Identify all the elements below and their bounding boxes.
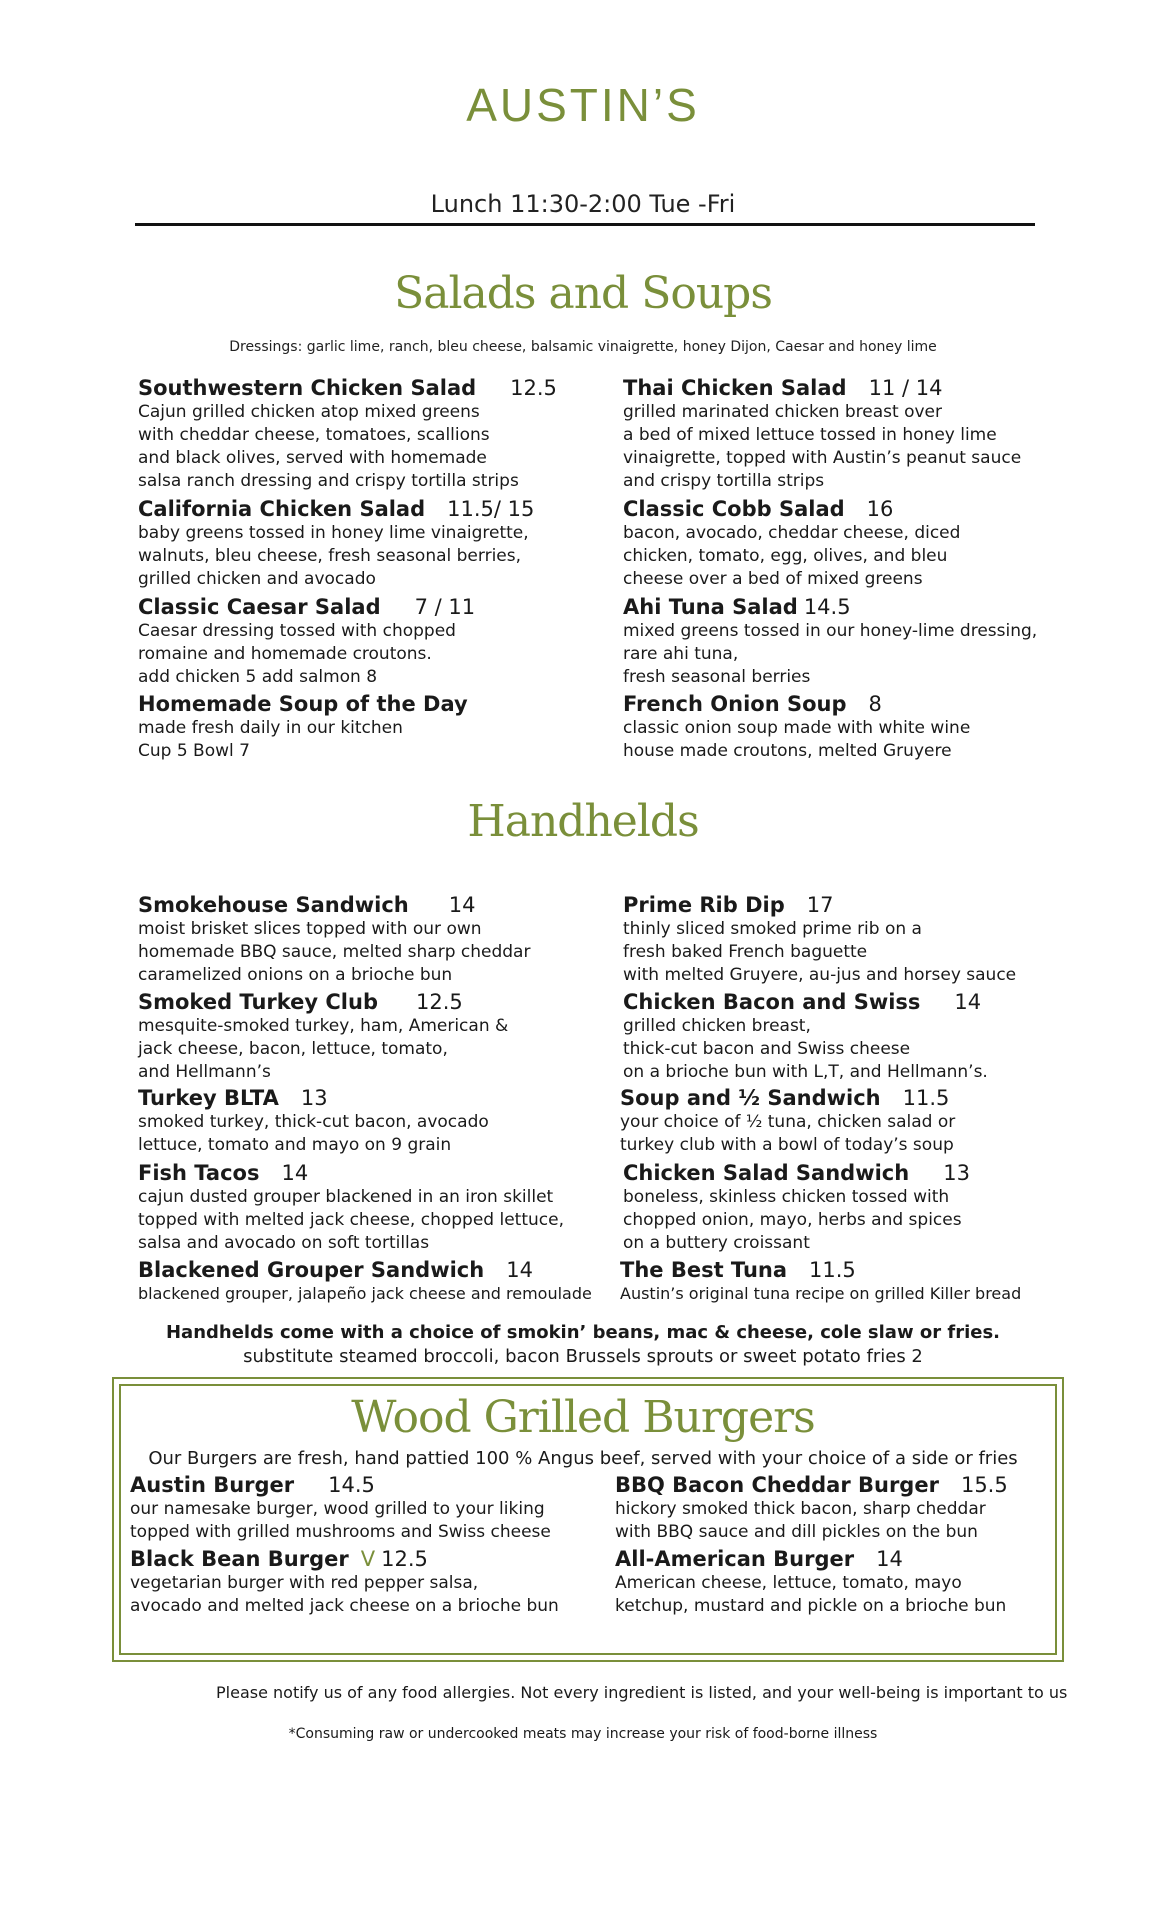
- item-price: 12.5: [415, 990, 463, 1014]
- menu-item: [138, 375, 598, 493]
- menu-item: [623, 496, 1053, 591]
- menu-item: [615, 1472, 1045, 1544]
- menu-item: [623, 691, 1053, 763]
- handhelds-sides-note: Handhelds come with a choice of smokin’ beans, mac & cheese, cole slaw or fries.: [165, 1322, 1000, 1343]
- item-name: Prime Rib Dip: [623, 893, 785, 917]
- item-description: boneless, skinless chicken tossed with chopped onion, mayo, herbs and spices on a buttery croissant: [623, 1187, 962, 1253]
- menu-item: [623, 1160, 1053, 1255]
- item-price: 14: [281, 1161, 309, 1185]
- item-price: 7 / 11: [414, 595, 476, 619]
- item-description: your choice of ½ tuna, chicken salad or turkey club with a bowl of today’s soup: [620, 1112, 956, 1155]
- section-title-handhelds: Handhelds: [467, 796, 699, 847]
- item-name: Chicken Salad Sandwich: [623, 1161, 910, 1185]
- item-description: made fresh daily in our kitchen Cup 5 Bowl 7: [138, 718, 403, 761]
- header-divider: [135, 223, 1035, 226]
- menu-item: [130, 1472, 590, 1544]
- menu-item: [620, 1257, 1050, 1305]
- item-description: baby greens tossed in honey lime vinaigrette, walnuts, bleu cheese, fresh seasonal berries, grilled chicken and avocado: [138, 523, 529, 589]
- item-price: 12.5: [381, 1547, 428, 1571]
- item-name: Soup and ½ Sandwich: [620, 1086, 881, 1110]
- menu-item: [130, 1546, 590, 1618]
- menu-item: [138, 892, 598, 987]
- item-price: 17: [806, 893, 834, 917]
- item-price: 11.5/ 15: [447, 497, 535, 521]
- item-description: cajun dusted grouper blackened in an iron skillet topped with melted jack cheese, chopped lettuce, salsa and avocado on soft tortillas: [138, 1187, 564, 1253]
- menu-item: [138, 594, 598, 689]
- item-description: mixed greens tossed in our honey-lime dressing, rare ahi tuna, fresh seasonal berries: [623, 621, 1038, 687]
- item-name: Chicken Bacon and Swiss: [623, 990, 921, 1014]
- dressings-note: Dressings: garlic lime, ranch, bleu cheese, balsamic vinaigrette, honey Dijon, Caesar and honey lime: [229, 339, 937, 355]
- item-description: our namesake burger, wood grilled to your liking topped with grilled mushrooms and Swiss cheese: [130, 1499, 551, 1542]
- item-name: Classic Cobb Salad: [623, 497, 845, 521]
- item-description: classic onion soup made with white wine house made croutons, melted Gruyere: [623, 718, 971, 761]
- lunch-hours: Lunch 11:30-2:00 Tue -Fri: [430, 190, 736, 218]
- item-name: Smokehouse Sandwich: [138, 893, 409, 917]
- item-price: 15.5: [960, 1473, 1008, 1497]
- restaurant-name: AUSTIN’S: [466, 79, 700, 131]
- item-name: Ahi Tuna Salad: [623, 595, 798, 619]
- menu-item: [623, 892, 1053, 987]
- item-description: smoked turkey, thick-cut bacon, avocado lettuce, tomato and mayo on 9 grain: [138, 1112, 489, 1155]
- item-name: Fish Tacos: [138, 1161, 260, 1185]
- item-price: 16: [866, 497, 894, 521]
- item-price: 14.5: [328, 1473, 375, 1497]
- item-name: French Onion Soup: [623, 692, 847, 716]
- item-description: bacon, avocado, cheddar cheese, diced chicken, tomato, egg, olives, and bleu cheese over a bed of mixed greens: [623, 523, 961, 589]
- item-description: moist brisket slices topped with our own homemade BBQ sauce, melted sharp cheddar caramelized onions on a brioche bun: [138, 919, 531, 985]
- item-description: Austin’s original tuna recipe on grilled Killer bread: [620, 1284, 1022, 1303]
- item-name: Homemade Soup of the Day: [138, 692, 468, 716]
- menu-item: [620, 1085, 1050, 1157]
- section-title-salads: Salads and Soups: [394, 268, 772, 319]
- item-price: 11 / 14: [868, 376, 943, 400]
- section-title-burgers: Wood Grilled Burgers: [351, 1392, 815, 1443]
- menu-item: [138, 989, 598, 1084]
- item-description: mesquite-smoked turkey, ham, American & jack cheese, bacon, lettuce, tomato, and Hellmann’s: [138, 1016, 509, 1082]
- menu-item: [138, 691, 598, 763]
- item-description: blackened grouper, jalapeño jack cheese and remoulade: [138, 1284, 592, 1303]
- item-name: Thai Chicken Salad: [623, 376, 847, 400]
- item-price: 13: [300, 1086, 328, 1110]
- menu-item: [138, 1160, 598, 1255]
- item-price: 11.5: [902, 1086, 950, 1110]
- item-name: BBQ Bacon Cheddar Burger: [615, 1473, 939, 1497]
- item-price: 14: [876, 1547, 903, 1571]
- vegetarian-mark: V: [360, 1547, 376, 1571]
- item-price: 14.5: [803, 595, 851, 619]
- raw-meat-warning: *Consuming raw or undercooked meats may increase your risk of food-borne illness: [288, 1726, 878, 1742]
- item-name: Blackened Grouper Sandwich: [138, 1258, 485, 1282]
- menu-item: [138, 496, 598, 591]
- item-price: 13: [943, 1161, 970, 1185]
- item-name: The Best Tuna: [620, 1258, 788, 1282]
- item-description: Caesar dressing tossed with chopped romaine and homemade croutons. add chicken 5 add salmon 8: [138, 621, 456, 687]
- item-price: 8: [868, 692, 882, 716]
- item-name: Austin Burger: [130, 1473, 295, 1497]
- burgers-intro: Our Burgers are fresh, hand pattied 100 % Angus beef, served with your choice of a side or fries: [148, 1448, 1018, 1469]
- allergy-note: Please notify us of any food allergies. Not every ingredient is listed, and your well-being is important to us: [216, 1683, 1068, 1702]
- menu-item: [615, 1546, 1045, 1618]
- item-name: Black Bean Burger: [130, 1547, 349, 1571]
- item-name: Turkey BLTA: [138, 1086, 279, 1110]
- item-price: 11.5: [809, 1258, 856, 1282]
- item-name: All-American Burger: [615, 1547, 855, 1571]
- menu-item: [623, 375, 1053, 493]
- item-price: 12.5: [510, 376, 557, 400]
- item-description: hickory smoked thick bacon, sharp cheddar with BBQ sauce and dill pickles on the bun: [615, 1499, 986, 1542]
- item-description: grilled marinated chicken breast over a bed of mixed lettuce tossed in honey lime vinaigrette, topped with Austin’s peanut sauce and crispy tortilla strips: [623, 402, 1022, 491]
- item-description: Cajun grilled chicken atop mixed greens with cheddar cheese, tomatoes, scallions and black olives, served with homemade salsa ranch dressing and crispy tortilla strips: [138, 402, 519, 491]
- menu-item: [623, 989, 1053, 1084]
- item-description: American cheese, lettuce, tomato, mayo ketchup, mustard and pickle on a brioche bun: [615, 1573, 1007, 1616]
- item-name: Classic Caesar Salad: [138, 595, 381, 619]
- item-name: Smoked Turkey Club: [138, 990, 378, 1014]
- item-description: grilled chicken breast, thick-cut bacon and Swiss cheese on a brioche bun with L,T, and Hellmann’s.: [623, 1016, 988, 1082]
- item-price: 14: [506, 1258, 533, 1282]
- item-description: thinly sliced smoked prime rib on a fresh baked French baguette with melted Gruyere, au-jus and horsey sauce: [623, 919, 1017, 985]
- item-price: 14: [448, 893, 476, 917]
- menu-item: [138, 1257, 598, 1305]
- item-name: Southwestern Chicken Salad: [138, 376, 477, 400]
- handhelds-substitute-note: substitute steamed broccoli, bacon Brussels sprouts or sweet potato fries 2: [243, 1346, 923, 1367]
- item-description: vegetarian burger with red pepper salsa, avocado and melted jack cheese on a brioche bun: [130, 1573, 559, 1616]
- item-name: California Chicken Salad: [138, 497, 426, 521]
- menu-item: [623, 594, 1053, 689]
- menu-item: [138, 1085, 598, 1157]
- item-price: 14: [954, 990, 982, 1014]
